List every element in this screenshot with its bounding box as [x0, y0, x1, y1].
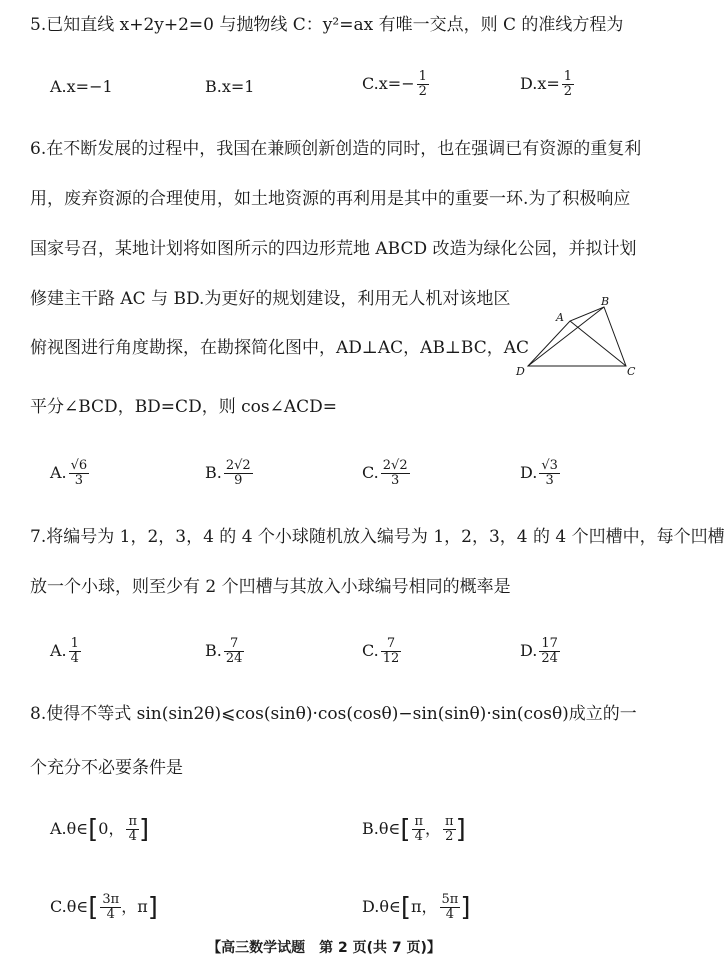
q6-option-d: D. $\frac{√3}{3}$ [520, 458, 558, 488]
label-c: C [627, 365, 636, 378]
q7-option-c: C. $\frac{7}{12}$ [362, 636, 400, 666]
fraction: $\frac{5\pi}{4}$ [441, 892, 459, 922]
fraction: $\frac{1}{2}$ [418, 69, 427, 99]
quadrilateral-figure [512, 294, 642, 380]
q8-option-a: A.θ∈[0， $\frac{\pi}{4}$ ] [50, 814, 150, 845]
q6-option-c: C. $\frac{2√2}{3}$ [362, 458, 408, 488]
label-b: B [601, 295, 610, 308]
q6-option-b: B. $\frac{2√2}{9}$ [205, 458, 251, 488]
q6-line-3: 国家号召，某地计划将如图所示的四边形荒地 ABCD 改造为绿化公园，并拟计划 [30, 239, 637, 259]
q7-option-d: D. $\frac{17}{24}$ [520, 636, 558, 666]
q5-option-b: B.x=1 [205, 77, 255, 96]
q7-line-2: 放一个小球，则至少有 2 个凹槽与其放入小球编号相同的概率是 [30, 577, 511, 597]
fraction: $\frac{\pi}{2}$ [445, 814, 454, 844]
fraction: $\frac{\pi}{4}$ [128, 814, 138, 844]
figure-outline [528, 307, 626, 366]
fraction: $\frac{7}{24}$ [225, 636, 243, 666]
fraction: $\frac{√6}{3}$ [70, 458, 88, 488]
q8-option-c: C.θ∈[ $\frac{3\pi}{4}$ ，π] [50, 892, 158, 923]
q7-line-1: 7.将编号为 1，2，3，4 的 4 个小球随机放入编号为 1，2，3，4 的 4 个凹槽中，每个凹槽 [30, 527, 725, 547]
q8-line-1: 8.使得不等式 sin(sin2θ)⩽cos(sinθ)·cos(cosθ)−sin(sinθ)·sin(cosθ)成立的一 [30, 704, 637, 724]
q6-option-a: A. $\frac{√6}{3}$ [50, 458, 88, 488]
q6-line-5: 俯视图进行角度勘探，在勘探简化图中，AD⊥AC，AB⊥BC，AC [30, 338, 530, 358]
fraction: $\frac{√3}{3}$ [541, 458, 558, 488]
q6-line-1: 6.在不断发展的过程中，我国在兼顾创新创造的同时，也在强调已有资源的重复利 [30, 139, 642, 159]
q7-option-a: A. $\frac{1}{4}$ [50, 636, 79, 666]
q5-stem: 5.已知直线 x+2y+2=0 与抛物线 C：y²=ax 有唯一交点，则 C 的准线方程为 [30, 15, 624, 35]
fraction: $\frac{7}{12}$ [382, 636, 400, 666]
fraction: $\frac{\pi}{4}$ [414, 814, 424, 844]
fraction: $\frac{2√2}{3}$ [382, 458, 408, 488]
q7-option-b: B. $\frac{7}{24}$ [205, 636, 243, 666]
q5-option-a: A.x=−1 [50, 77, 113, 96]
q6-line-6: 平分∠BCD，BD=CD，则 cos∠ACD= [30, 397, 337, 417]
q6-line-4: 修建主干路 AC 与 BD.为更好的规划建设，利用无人机对该地区 [30, 289, 511, 309]
fraction: $\frac{1}{4}$ [70, 636, 79, 666]
q8-option-b: B.θ∈[ $\frac{\pi}{4}$ ， $\frac{\pi}{2}$ ] [362, 814, 466, 845]
fraction: $\frac{1}{2}$ [563, 69, 573, 99]
q8-line-2: 个充分不必要条件是 [30, 758, 183, 778]
q6-line-2: 用，废弃资源的合理使用，如土地资源的再利用是其中的重要一环.为了积极响应 [30, 189, 631, 209]
fraction: $\frac{17}{24}$ [541, 636, 558, 666]
label-a: A [556, 311, 564, 324]
q5-option-d: D.x= $\frac{1}{2}$ [520, 69, 573, 99]
q5-option-c: C.x=− $\frac{1}{2}$ [362, 69, 427, 99]
fraction: $\frac{2√2}{9}$ [225, 458, 251, 488]
fraction: $\frac{3\pi}{4}$ [102, 892, 120, 922]
diagonal-bd [528, 307, 604, 366]
q8-option-d: D.θ∈[π， $\frac{5\pi}{4}$ ] [362, 892, 471, 923]
label-d: D [516, 365, 525, 378]
page-footer: 【高三数学试题 第 2 页(共 7 页)】 [207, 940, 441, 956]
